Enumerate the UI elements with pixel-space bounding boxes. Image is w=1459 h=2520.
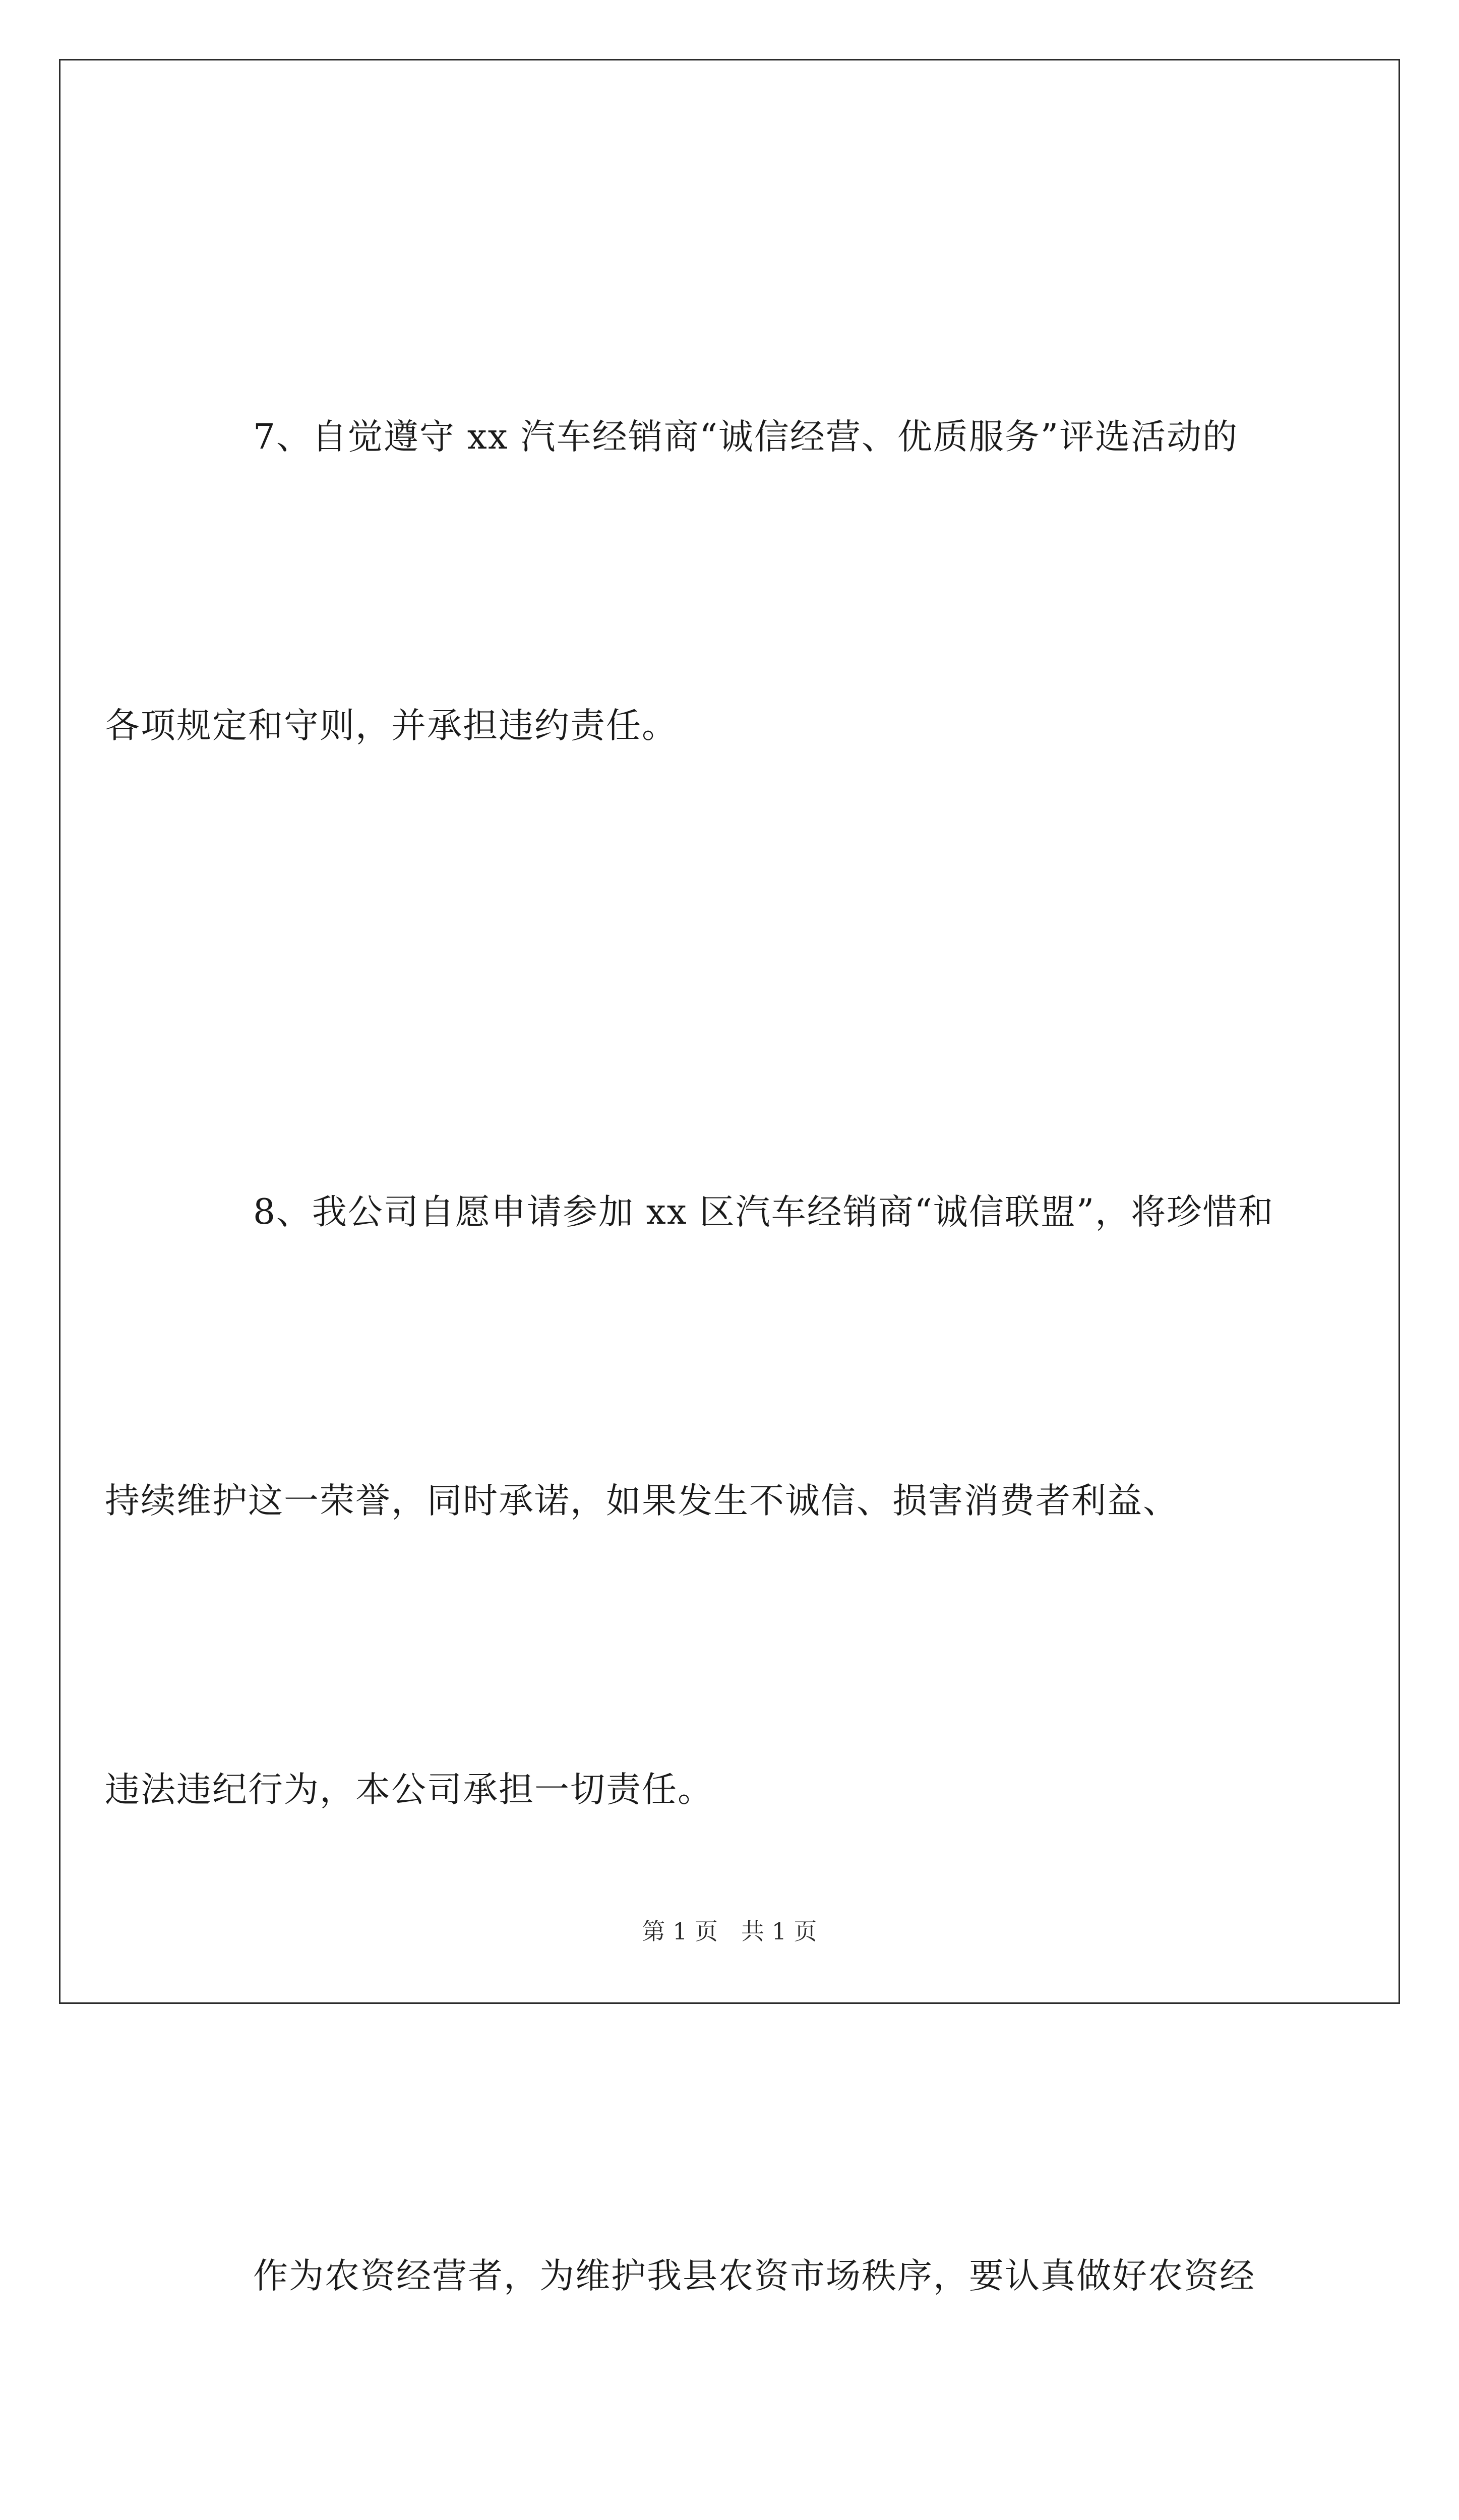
text-line: 违法违纪行为，本公司承担一切责任。 bbox=[105, 1770, 713, 1810]
paragraph-7 bbox=[105, 197, 1281, 967]
text-line: 各项规定和守则，并承担违约责任。 bbox=[105, 706, 678, 746]
text-line: 8、我公司自愿申请参加 xx 区汽车经销商“诚信联盟”，将珍惜和 bbox=[253, 1192, 1274, 1232]
text-line bbox=[105, 2517, 1281, 2520]
text-line: 作为农资经营者，为维护我县农资市场秩序，要认真做好农资经 bbox=[253, 2256, 1255, 2296]
paragraph-8 bbox=[105, 972, 1281, 2031]
text-line: 持续维护这一荣誉，同时承诺，如果发生不诚信、损害消费者利益、 bbox=[105, 1481, 1179, 1521]
text-line: 7、自觉遵守 xx 汽车经销商“诚信经营、优质服务”评选活动的 bbox=[253, 417, 1239, 457]
paragraph-intro bbox=[179, 2036, 1281, 2520]
document-body bbox=[105, 197, 1281, 2520]
page-number-footer: 第 1 页 共 1 页 bbox=[642, 1918, 817, 1945]
